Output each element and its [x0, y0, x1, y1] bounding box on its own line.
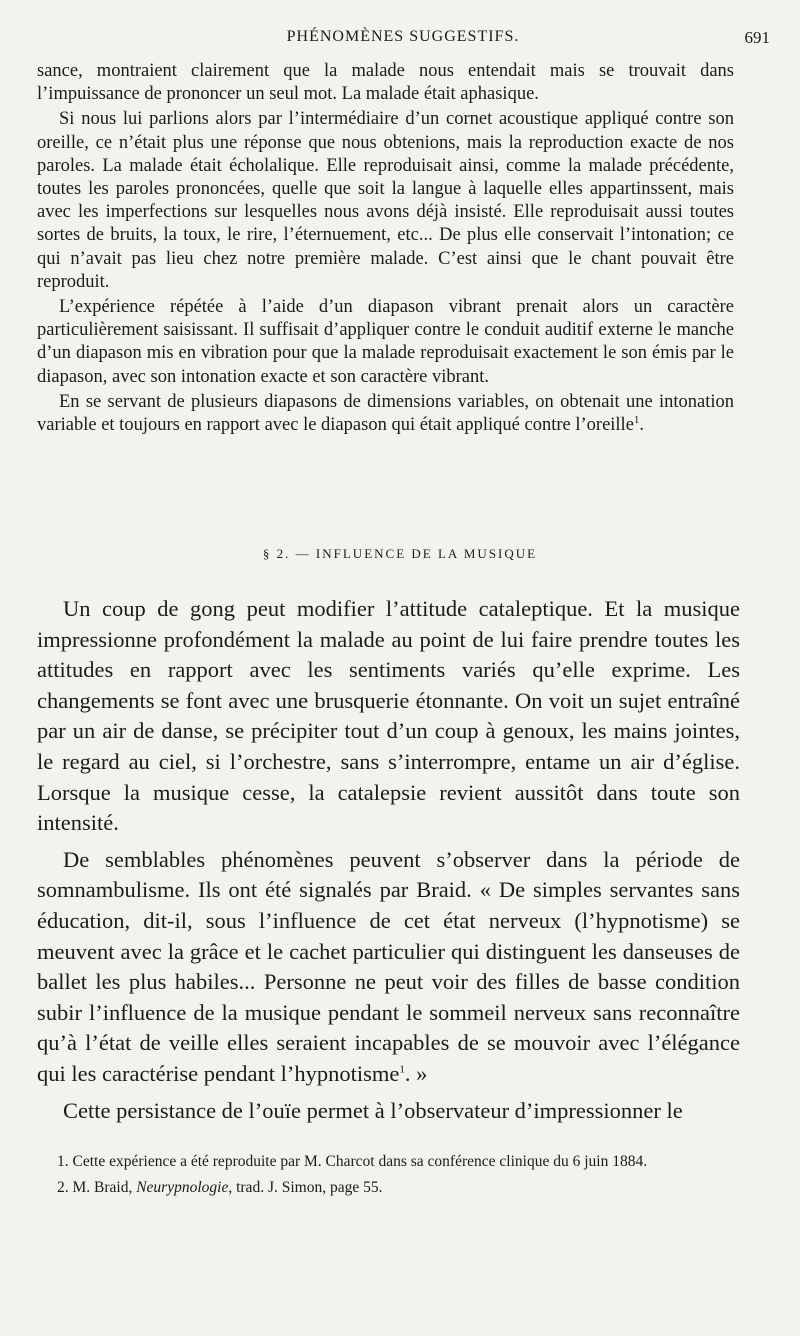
footnote-ref: 1 [633, 413, 640, 426]
footnote-rest: , trad. J. Simon, page 55. [228, 1179, 383, 1196]
body-text-small [37, 60, 734, 439]
footnote-number: 2. [57, 1179, 69, 1196]
paragraph-text: En se servant de plusieurs diapasons de dimensions variables, on obtenait une intonation variable et toujours en rapport avec le diapason qui était appliqué contre l’oreille [37, 391, 734, 436]
paragraph: Cette persistance de l’ouïe permet à l’observateur d’impressionner le [63, 1097, 683, 1123]
footnote-title: Neurypnologie [136, 1179, 229, 1196]
paragraph: sance, montraient clairement que la malade nous entendait mais se trouvait dans l’impuissance de prononcer un seul mot. La malade était aphasique. [37, 61, 734, 105]
section-heading: § 2. — INFLUENCE DE LA MUSIQUE [262, 546, 538, 561]
footnote-1 [37, 1152, 742, 1172]
body-text-large [37, 594, 740, 1132]
page-number: 691 [744, 28, 770, 47]
paragraph: L’expérience répétée à l’aide d’un diapason vibrant prenait alors un caractère particulièrement saisissant. Il suffisait d’appliquer contre le conduit auditif externe le manche d’un diapason mis en vibration pour que la malade reproduisait exactement le son émis par le diapason, avec son intonation exacte et son caractère vibrant. [37, 297, 734, 387]
paragraph [37, 845, 740, 1090]
paragraph-text: De semblables phénomènes peuvent s’observer dans la période de somnambulisme. Ils ont été signalés par Braid. « De simples servantes sans éducation, dit-il, sous l’influence de cet état nerveux (l’hypnotisme) se meuvent avec la grâce et le cachet particulier qui distinguent les danseuses de ballet les plus habiles... Personne ne peut voir des filles de basse condition subir l’influence de la musique pendant le sommeil nerveux sans reconnaître qu’à l’état de veille elles seraient incapables de se mouvoir avec l’élégance qui les caractérise pendant l’hypnotisme [37, 846, 740, 1086]
paragraph: Un coup de gong peut modifier l’attitude cataleptique. Et la musique impressionne profondément la malade au point de lui faire prendre toutes les attitudes en rapport avec les sentiments variés qu’elle exprime. Les changements se font avec une brusquerie étonnante. On voit un sujet entraîné par un air de danse, se précipiter tout d’un coup à genoux, les mains jointes, le regard au ciel, si l’orchestre, sans s’interrompre, entame un air d’église. Lorsque la musique cesse, la catalepsie revient aussitôt dans toute son intensité. [37, 596, 740, 836]
footnote-2 [37, 1178, 742, 1198]
footnotes [37, 1152, 742, 1204]
paragraph: En se servant de plusieurs diapasons de dimensions variables, on obtenait une intonation variable et toujours en rapport avec le diapason qui était appliqué contre l’oreille$^1$. [37, 391, 734, 436]
footnote-ref: 1 [399, 1063, 405, 1076]
running-head [36, 26, 770, 50]
footnote-number: 1. [57, 1153, 69, 1170]
paragraph: Si nous lui parlions alors par l’intermédiaire d’un cornet acoustique appliqué contre son oreille, ce n’était plus une réponse que nous obtenions, mais la reproduction exacte de nos paroles. La malade était écholalique. Elle reproduisait ainsi, comme la malade précédente, toutes les paroles prononcées, quelle que soit la langue à laquelle elles appartinssent, mais avec les imperfections sur lesquelles nous avons déjà insisté. Elle reproduisait aussi toutes sortes de bruits, la toux, le rire, l’éternuement, etc... De plus elle conservait l’intonation; ce qui n’avait pas lieu chez notre première malade. C’est ainsi que le chant pouvait être reproduit. [37, 109, 734, 292]
footnote-text: Cette expérience a été reproduite par M. Charcot dans sa conférence clinique du 6 juin 1884. [72, 1153, 648, 1170]
quote-close: . » [404, 1060, 428, 1086]
footnote-author: M. Braid, [72, 1179, 137, 1196]
running-title: PHÉNOMÈNES SUGGESTIFS. [286, 28, 520, 45]
